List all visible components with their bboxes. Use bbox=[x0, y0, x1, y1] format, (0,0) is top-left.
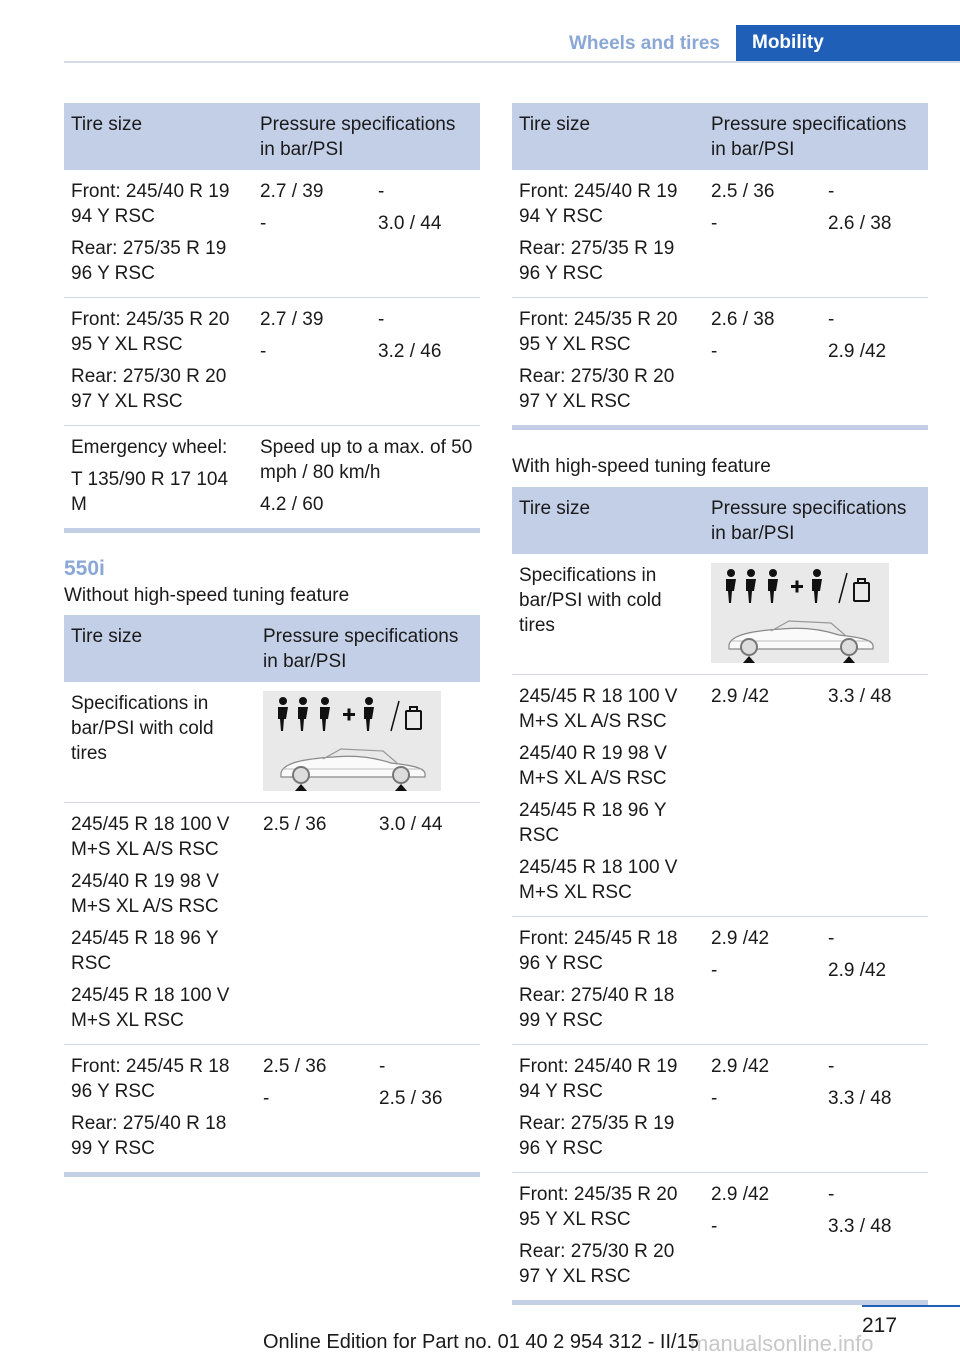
pressure-value: 2.5 / 36 bbox=[263, 814, 327, 835]
pressure-value: 3.3 / 48 bbox=[828, 1088, 892, 1109]
tire-size-text: 245/40 R 19 98 V M+S XL A/S RSC bbox=[71, 871, 219, 917]
car-side-view-icon bbox=[711, 613, 889, 663]
column-header-pressure: Pressure specifications in bar/PSI bbox=[256, 615, 480, 682]
pressure-value: 3.3 / 48 bbox=[828, 686, 892, 707]
car-side-view-icon bbox=[263, 741, 441, 791]
column-header-tire-size: Tire size bbox=[64, 103, 253, 170]
header-divider bbox=[64, 61, 960, 63]
tire-size-text: Emergency wheel: bbox=[71, 437, 228, 458]
tire-size-text: Front: 245/35 R 20 95 Y XL RSC bbox=[71, 309, 230, 355]
right-column bbox=[512, 103, 928, 1305]
tire-size-text: 245/45 R 18 100 V M+S XL RSC bbox=[519, 857, 678, 903]
tire-size-text: Rear: 275/40 R 18 99 Y RSC bbox=[71, 1113, 227, 1159]
load-figure bbox=[263, 691, 441, 791]
table-row bbox=[64, 170, 480, 298]
pressure-value: 3.2 / 46 bbox=[378, 341, 442, 362]
column-header-pressure: Pressure specifications in bar/PSI bbox=[704, 487, 928, 554]
pressure-value: - bbox=[828, 181, 835, 202]
table-row bbox=[512, 917, 928, 1045]
tire-size-text: Front: 245/35 R 20 95 Y XL RSC bbox=[519, 309, 678, 355]
tire-size-text: 245/40 R 19 98 V M+S XL A/S RSC bbox=[519, 743, 667, 789]
tire-size-text: Front: 245/45 R 18 96 Y RSC bbox=[519, 928, 678, 974]
four-persons-plus-luggage-icon bbox=[263, 691, 441, 741]
spec-label: Specifications in bar/PSI with cold tires bbox=[71, 693, 214, 764]
pressure-value: - bbox=[828, 928, 835, 949]
tire-pressure-table-right-2 bbox=[512, 487, 928, 1300]
pressure-value: 2.7 / 39 bbox=[260, 309, 324, 330]
pressure-value: 3.0 / 44 bbox=[379, 814, 443, 835]
pressure-value: 2.9 /42 bbox=[711, 686, 770, 707]
tire-size-text: Rear: 275/30 R 20 97 Y XL RSC bbox=[519, 1241, 675, 1287]
table-header-row bbox=[512, 487, 928, 554]
tire-size-text: Front: 245/40 R 19 94 Y RSC bbox=[519, 181, 678, 227]
speed-limit-text: Speed up to a max. of 50 mph / 80 km/h bbox=[260, 437, 473, 483]
table-row bbox=[512, 1045, 928, 1173]
table-row bbox=[64, 1045, 480, 1173]
pressure-value: - bbox=[260, 341, 267, 362]
section-title-550i: 550i bbox=[64, 557, 105, 580]
pressure-value: - bbox=[828, 309, 835, 330]
tire-size-text: Rear: 275/35 R 19 96 Y RSC bbox=[71, 238, 227, 284]
table-end-bar bbox=[64, 1172, 480, 1177]
footer-edition-text: Online Edition for Part no. 01 40 2 954 312 - II/15 bbox=[263, 1331, 699, 1353]
section-subtitle: With high-speed tuning feature bbox=[512, 456, 771, 477]
tire-size-text: Front: 245/40 R 19 94 Y RSC bbox=[519, 1056, 678, 1102]
tire-pressure-table-left-1 bbox=[64, 103, 480, 528]
tire-size-text: Rear: 275/35 R 19 96 Y RSC bbox=[519, 1113, 675, 1159]
pressure-value: - bbox=[711, 1216, 718, 1237]
table-header-row bbox=[64, 103, 480, 170]
pressure-value: - bbox=[711, 341, 718, 362]
spec-label: Specifications in bar/PSI with cold tires bbox=[519, 565, 662, 636]
pressure-value: 3.0 / 44 bbox=[378, 213, 442, 234]
tire-size-text: 245/45 R 18 100 V M+S XL A/S RSC bbox=[519, 686, 678, 732]
table-row-emergency-wheel bbox=[64, 426, 480, 529]
pressure-value: 2.9 /42 bbox=[711, 1184, 770, 1205]
pressure-value: - bbox=[711, 213, 718, 234]
column-header-pressure: Pressure specifications in bar/PSI bbox=[704, 103, 928, 170]
pressure-value: - bbox=[828, 1056, 835, 1077]
footer-divider bbox=[862, 1305, 960, 1307]
pressure-value: 2.9 /42 bbox=[828, 960, 887, 981]
table-row bbox=[512, 170, 928, 298]
column-header-tire-size: Tire size bbox=[64, 615, 256, 682]
tire-size-text: Front: 245/40 R 19 94 Y RSC bbox=[71, 181, 230, 227]
watermark-text: manualsonline.info bbox=[690, 1331, 874, 1356]
table-header-row bbox=[512, 103, 928, 170]
pressure-value: 2.9 /42 bbox=[711, 928, 770, 949]
tire-size-text: Rear: 275/30 R 20 97 Y XL RSC bbox=[71, 366, 227, 412]
pressure-value: 4.2 / 60 bbox=[260, 494, 324, 515]
pressure-value: 2.6 / 38 bbox=[828, 213, 892, 234]
pressure-value: - bbox=[711, 960, 718, 981]
tire-size-text: T 135/90 R 17 104 M bbox=[71, 469, 229, 515]
header-chapter-tab: Mobility bbox=[736, 25, 960, 63]
tire-size-text: 245/45 R 18 96 Y RSC bbox=[519, 800, 667, 846]
pressure-value: - bbox=[263, 1088, 270, 1109]
table-row-load-figure bbox=[64, 682, 480, 803]
pressure-value: - bbox=[378, 181, 385, 202]
table-row bbox=[512, 675, 928, 917]
column-header-tire-size: Tire size bbox=[512, 487, 704, 554]
column-header-tire-size: Tire size bbox=[512, 103, 704, 170]
tire-size-text: 245/45 R 18 96 Y RSC bbox=[71, 928, 219, 974]
tire-size-text: Front: 245/35 R 20 95 Y XL RSC bbox=[519, 1184, 678, 1230]
pressure-value: 2.5 / 36 bbox=[711, 181, 775, 202]
pressure-value: - bbox=[378, 309, 385, 330]
pressure-value: 2.7 / 39 bbox=[260, 181, 324, 202]
pressure-value: - bbox=[828, 1184, 835, 1205]
pressure-value: - bbox=[711, 1088, 718, 1109]
tire-size-text: 245/45 R 18 100 V M+S XL A/S RSC bbox=[71, 814, 230, 860]
pressure-value: 2.6 / 38 bbox=[711, 309, 775, 330]
four-persons-plus-luggage-icon bbox=[711, 563, 889, 613]
header-section-title: Wheels and tires bbox=[569, 33, 720, 54]
left-column bbox=[64, 103, 480, 1177]
table-row bbox=[512, 298, 928, 426]
page-number: 217 bbox=[862, 1314, 898, 1337]
load-figure bbox=[711, 563, 889, 663]
table-row bbox=[64, 298, 480, 426]
table-row bbox=[64, 803, 480, 1045]
table-header-row bbox=[64, 615, 480, 682]
pressure-value: 2.5 / 36 bbox=[263, 1056, 327, 1077]
table-row bbox=[512, 1173, 928, 1301]
column-header-pressure: Pressure specifications in bar/PSI bbox=[253, 103, 480, 170]
pressure-value: - bbox=[379, 1056, 386, 1077]
tire-size-text: Rear: 275/30 R 20 97 Y XL RSC bbox=[519, 366, 675, 412]
pressure-value: 2.9 /42 bbox=[828, 341, 887, 362]
pressure-value: 2.5 / 36 bbox=[379, 1088, 443, 1109]
pressure-value: 2.9 /42 bbox=[711, 1056, 770, 1077]
pressure-value: - bbox=[260, 213, 267, 234]
pressure-value: 3.3 / 48 bbox=[828, 1216, 892, 1237]
tire-size-text: 245/45 R 18 100 V M+S XL RSC bbox=[71, 985, 230, 1031]
tire-size-text: Rear: 275/40 R 18 99 Y RSC bbox=[519, 985, 675, 1031]
tire-size-text: Rear: 275/35 R 19 96 Y RSC bbox=[519, 238, 675, 284]
tire-pressure-table-left-2 bbox=[64, 615, 480, 1172]
table-row-load-figure bbox=[512, 554, 928, 675]
tire-size-text: Front: 245/45 R 18 96 Y RSC bbox=[71, 1056, 230, 1102]
tire-pressure-table-right-1 bbox=[512, 103, 928, 425]
section-subtitle: Without high-speed tuning feature bbox=[64, 585, 350, 606]
